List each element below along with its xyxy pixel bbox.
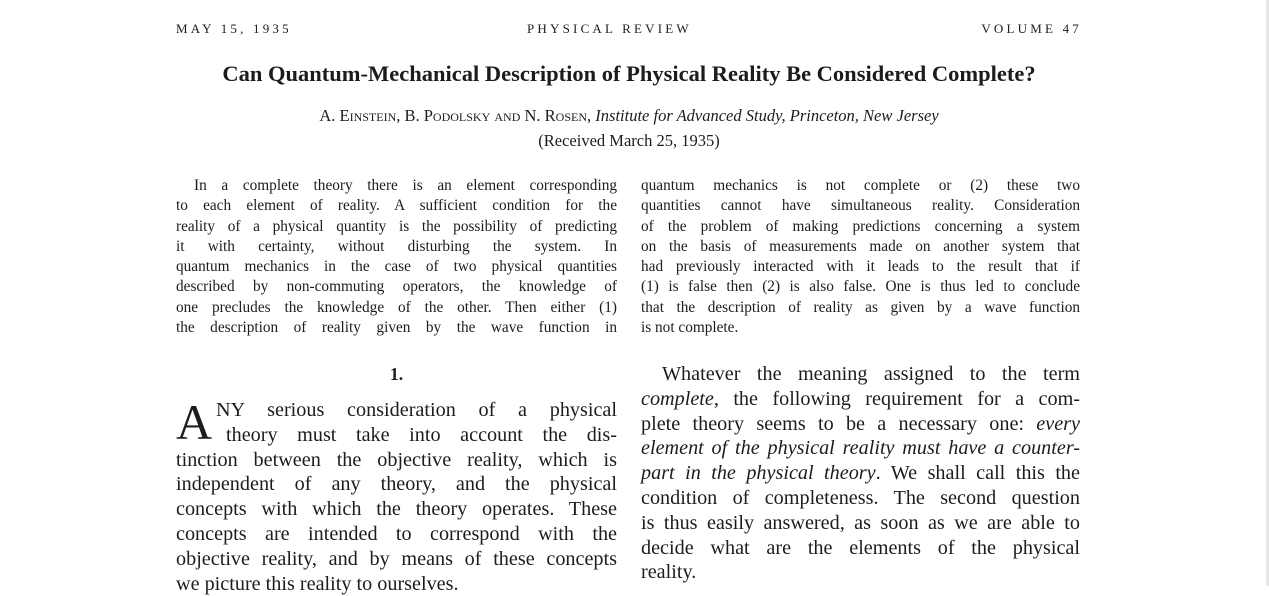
body-right-column [641, 362, 1080, 585]
abstract-line: the description of reality given by the wave function in [176, 319, 617, 337]
abstract-line: quantum mechanics in the case of two physical quantities [176, 258, 617, 276]
received-date: (Received March 25, 1935) [538, 131, 720, 150]
body-line [641, 461, 1080, 486]
body-line: reality. [641, 561, 697, 584]
affiliation: Institute for Advanced Study, Princeton, New Jersey [595, 106, 939, 125]
paper-title: Can Quantum-Mechanical Description of Physical Reality Be Considered Complete? [222, 61, 1036, 86]
abstract-line: In a complete theory there is an element corresponding [194, 177, 617, 194]
abstract-line: it with certainty, without disturbing the system. In [176, 237, 617, 255]
abstract-line: of the problem of making predictions concerning a system [641, 217, 1080, 235]
body-line: concepts with which the theory operates. These [176, 498, 617, 521]
abstract-left-column [176, 176, 617, 338]
body-line: is thus easily answered, as soon as we are able to [641, 511, 1080, 534]
body-line: tinction between the objective reality, which is [176, 448, 617, 471]
section-number: 1. [389, 364, 404, 384]
body-line: objective reality, and by means of these concepts [176, 547, 617, 570]
abstract-right-column [641, 176, 1080, 338]
abstract-line: that the description of reality as given by a wave function [641, 298, 1080, 316]
body-left-column [176, 394, 617, 596]
body-line [641, 412, 1080, 437]
term-complete: complete [641, 387, 714, 410]
drop-cap: A [176, 394, 213, 450]
author-conjunction: and [494, 106, 521, 125]
volume-number: VOLUME 47 [981, 21, 1082, 36]
author-einstein: A. Einstein, [319, 106, 401, 125]
abstract-line: to each element of reality. A sufficient condition for the [176, 197, 617, 215]
italic-text: part in the physical theory [641, 462, 876, 485]
abstract-line: (1) is false then (2) is also false. One is thus led to conclude [641, 278, 1080, 296]
body-line [641, 387, 1080, 412]
italic-text: every [1036, 412, 1080, 435]
running-head [176, 21, 1082, 37]
body-line: we picture this reality to ourselves. [176, 572, 459, 595]
author-podolsky: B. Podolsky [404, 106, 491, 125]
body-text: , the following requirement for a com- [713, 387, 1080, 410]
issue-date: MAY 15, 1935 [176, 21, 292, 36]
body-line: decide what are the elements of the physical [641, 536, 1080, 559]
abstract-line: quantities cannot have simultaneous reality. Consideration [641, 197, 1080, 215]
abstract-line: on the basis of measurements made on another system that [641, 237, 1080, 255]
body-line: NY serious consideration of a physical [216, 399, 617, 421]
body-line: concepts are intended to correspond with the [176, 522, 617, 545]
abstract-line: quantum mechanics is not complete or (2) these two [641, 177, 1080, 194]
body-text: plete theory seems to be a necessary one: [641, 412, 1037, 435]
abstract-line: is not complete. [641, 319, 739, 337]
abstract-line: reality of a physical quantity is the possibility of predicting [176, 217, 617, 235]
body-line: theory must take into account the dis- [226, 423, 617, 446]
body-line: element of the physical reality must have a counter- [641, 437, 1080, 460]
body-line: independent of any theory, and the physical [176, 473, 617, 496]
abstract-line: described by non-commuting operators, the knowledge of [176, 278, 617, 296]
journal-name: PHYSICAL REVIEW [527, 21, 692, 36]
body-line: condition of completeness. The second question [641, 486, 1080, 509]
author-rosen: N. Rosen, [524, 106, 592, 125]
abstract-line: one precludes the knowledge of the other. Then either (1) [176, 298, 617, 316]
body-text: . We shall call this the [875, 462, 1080, 485]
body-line: Whatever the meaning assigned to the term [662, 363, 1080, 385]
abstract-line: had previously interacted with it leads to the result that if [641, 258, 1080, 276]
byline [176, 106, 1082, 126]
